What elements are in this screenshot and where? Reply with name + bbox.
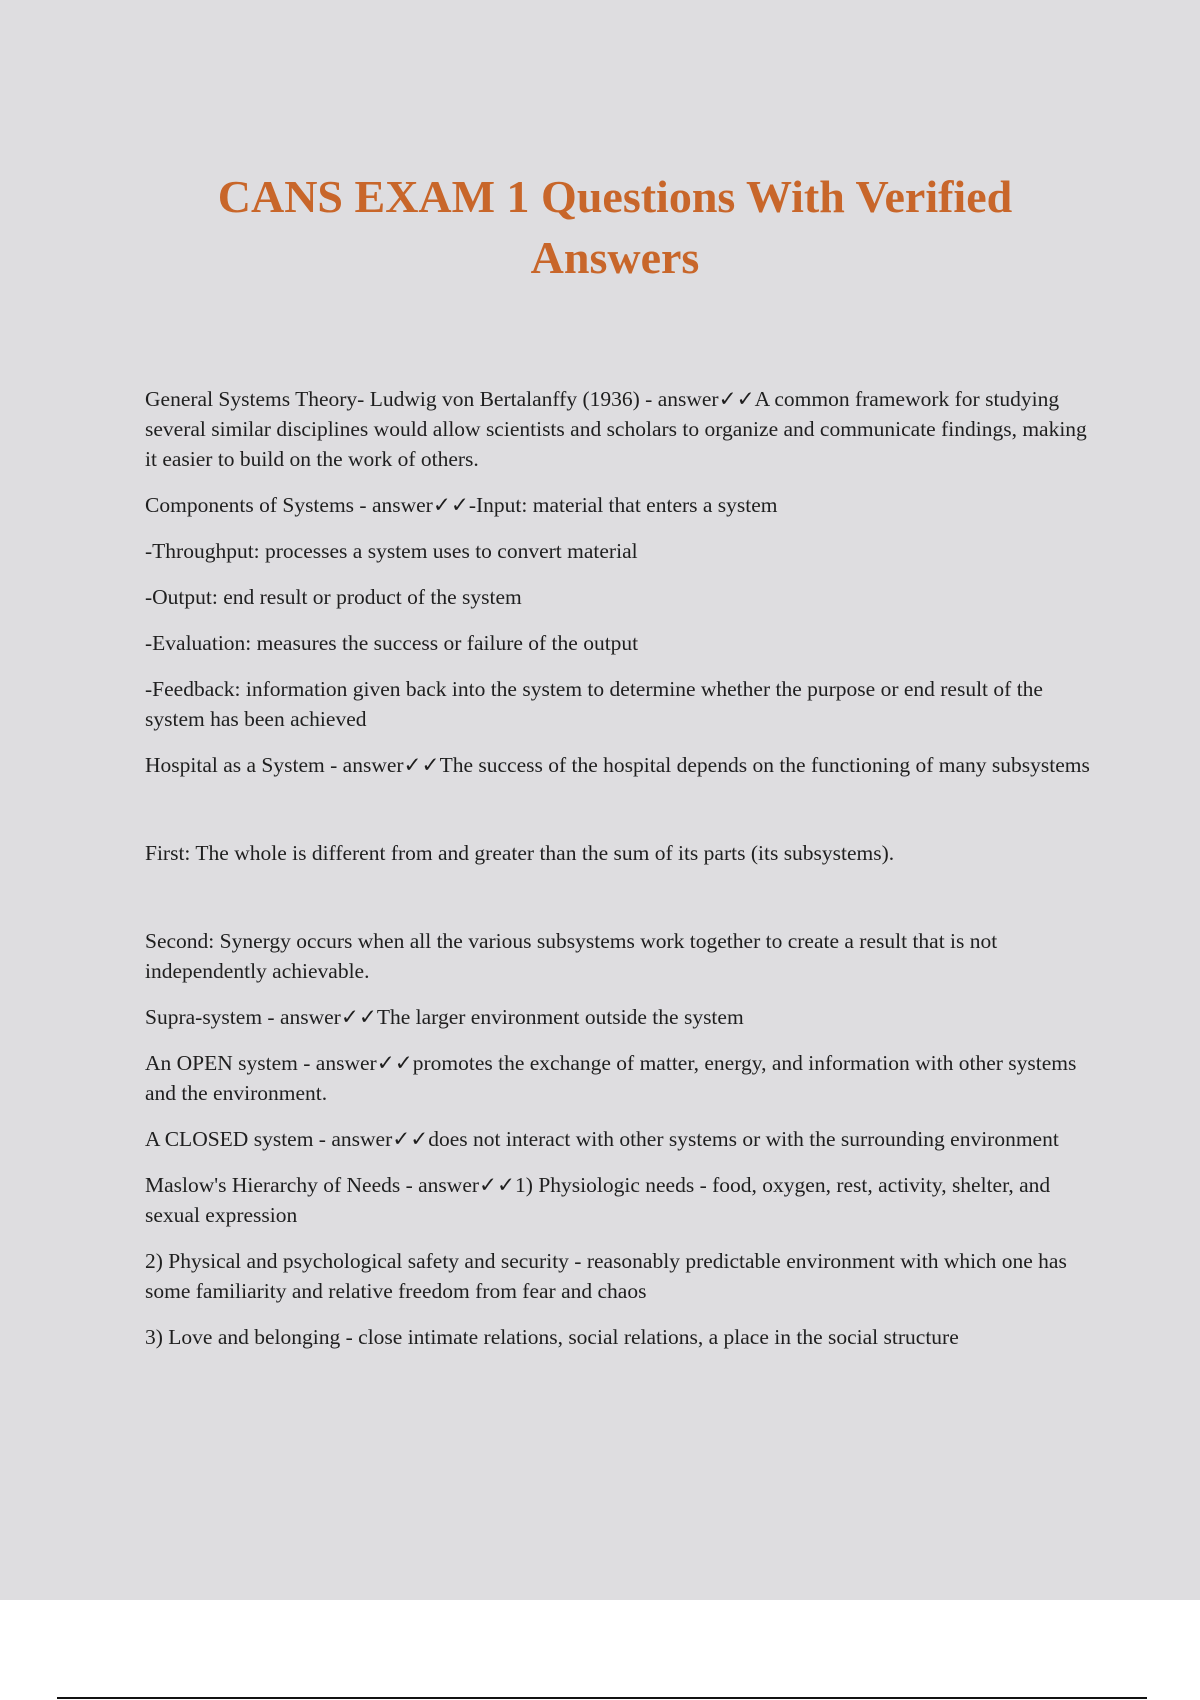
paragraph-output: -Output: end result or product of the system	[145, 585, 522, 609]
paragraph-first: First: The whole is different from and greater than the sum of its parts (its subsystems).	[145, 841, 895, 865]
title-line-2: Answers	[530, 232, 700, 283]
document-title	[120, 166, 1110, 288]
paragraph-second: Second: Synergy occurs when all the various subsystems work together to create a result that is not independently achievable.	[145, 929, 998, 983]
paragraph-hospital-as-system: Hospital as a System - answer✓✓The success of the hospital depends on the functioning of many subsystems	[145, 753, 1090, 777]
paragraph-feedback: -Feedback: information given back into the system to determine whether the purpose or end result of the system has been achieved	[145, 677, 1043, 731]
paragraph-general-systems-theory: General Systems Theory- Ludwig von Bertalanffy (1936) - answer✓✓A common framework for studying several similar disciplines would allow scientists and scholars to organize and communicate findings, making it easier to build on the work of others.	[145, 387, 1087, 471]
paragraph-closed-system: A CLOSED system - answer✓✓does not interact with other systems or with the surrounding environment	[145, 1127, 1059, 1151]
paragraph-evaluation: -Evaluation: measures the success or failure of the output	[145, 631, 639, 655]
paragraph-open-system: An OPEN system - answer✓✓promotes the exchange of matter, energy, and information with other systems and the environment.	[145, 1051, 1077, 1105]
paragraph-love-belonging: 3) Love and belonging - close intimate relations, social relations, a place in the social structure	[145, 1325, 959, 1349]
paragraph-maslow-hierarchy: Maslow's Hierarchy of Needs - answer✓✓1) Physiologic needs - food, oxygen, rest, activity, shelter, and sexual expression	[145, 1173, 1051, 1227]
document-body	[145, 384, 1095, 1368]
paragraph-supra-system: Supra-system - answer✓✓The larger environment outside the system	[145, 1005, 744, 1029]
paragraph-throughput: -Throughput: processes a system uses to convert material	[145, 539, 638, 563]
paragraph-components-of-systems: Components of Systems - answer✓✓-Input: material that enters a system	[145, 493, 778, 517]
paragraph-safety-security: 2) Physical and psychological safety and security - reasonably predictable environment with which one has some familiarity and relative freedom from fear and chaos	[145, 1249, 1067, 1303]
title-line-1: CANS EXAM 1 Questions With Verified	[217, 171, 1013, 222]
page-divider-line	[57, 1697, 1147, 1699]
